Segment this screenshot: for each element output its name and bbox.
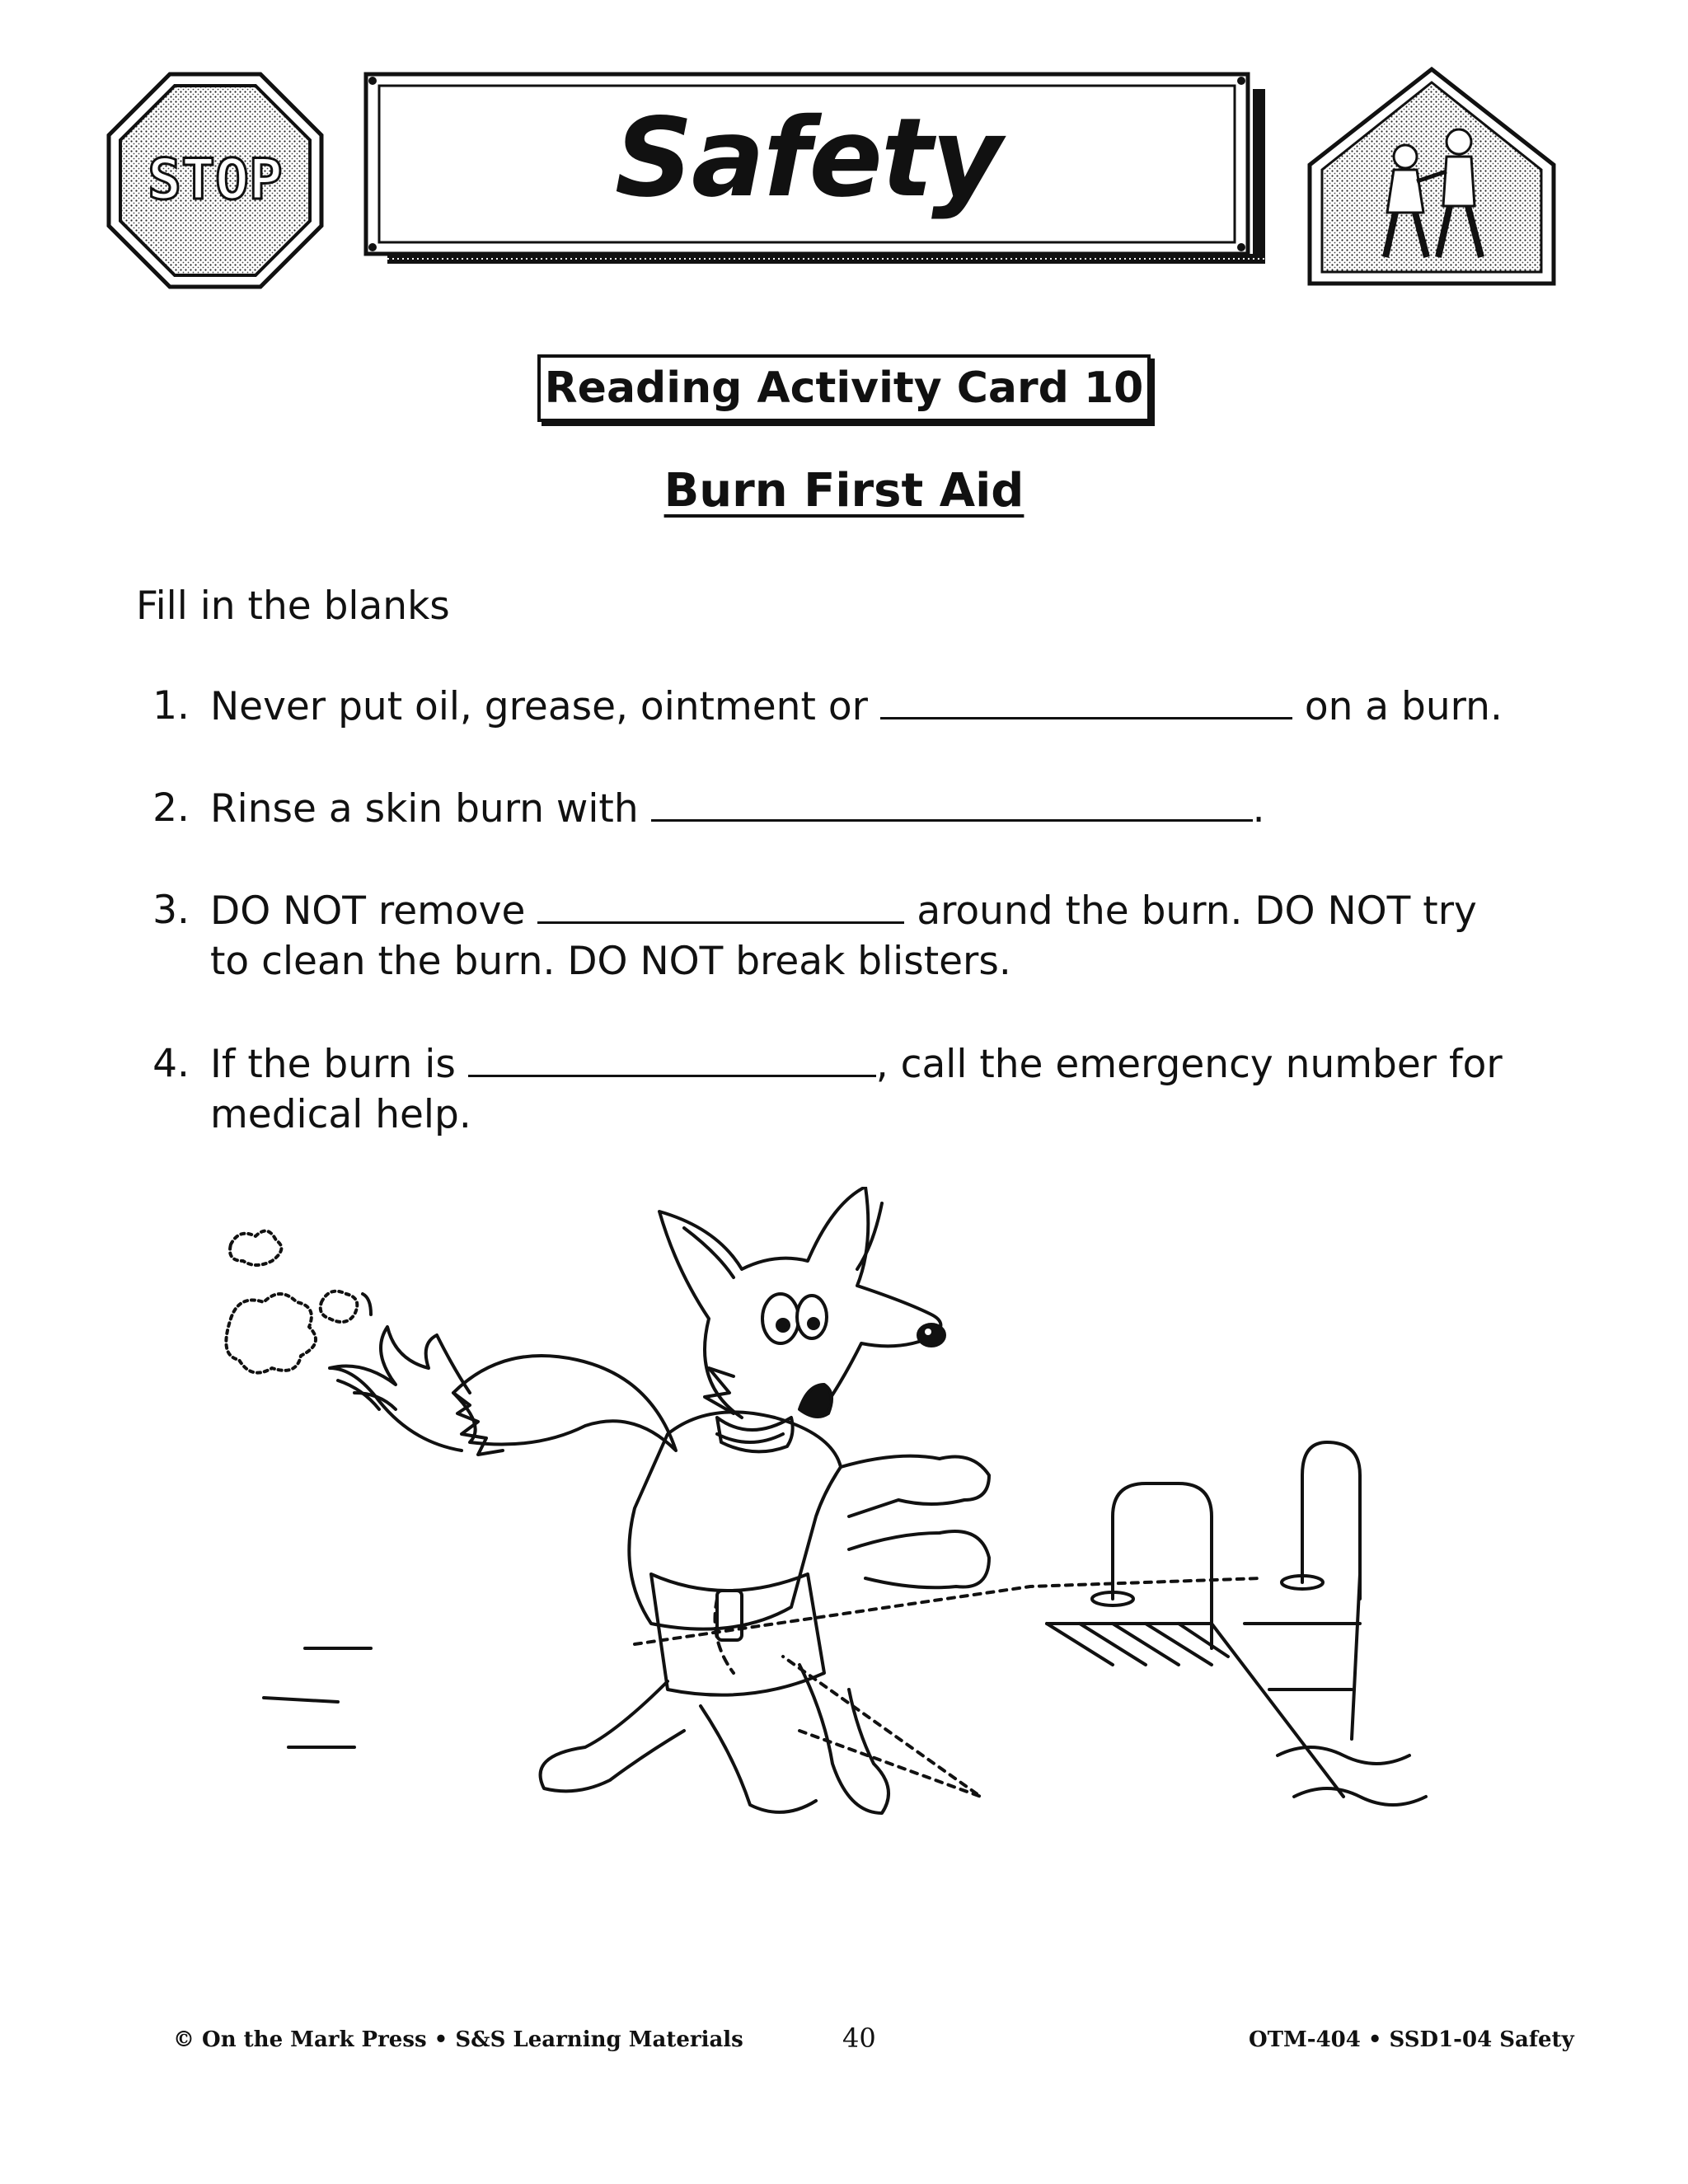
section-title-text: Burn First Aid <box>663 464 1025 518</box>
answer-blank-3[interactable] <box>537 885 904 924</box>
question-number: 3. <box>152 888 190 933</box>
page-number: 40 <box>842 2022 876 2054</box>
question-text: on a burn. <box>1304 684 1503 729</box>
question-text: Never put oil, grease, ointment or <box>210 684 868 729</box>
school-crossing-icon <box>1306 66 1558 288</box>
question-number: 4. <box>152 1041 190 1086</box>
question-text: medical help. <box>210 1092 471 1137</box>
question-text: Rinse a skin burn with <box>210 786 639 832</box>
question-text: to clean the burn. DO NOT break blisters. <box>210 939 1011 984</box>
question-text: DO NOT remove <box>210 888 526 934</box>
footer-code: OTM-404 • SSD1-04 Safety <box>1249 2027 1574 2052</box>
footer-copyright: © On the Mark Press • S&S Learning Materials <box>173 2027 743 2052</box>
answer-blank-4[interactable] <box>468 1038 876 1077</box>
question-number: 2. <box>152 785 190 831</box>
instructions: Fill in the blanks <box>136 583 450 629</box>
section-title <box>0 464 1688 518</box>
question-text: If the burn is <box>210 1042 456 1087</box>
fox-running-to-pool-illustration <box>206 1187 1525 1912</box>
answer-blank-2[interactable] <box>651 783 1253 822</box>
stop-sign-icon <box>106 71 325 290</box>
card-label: Reading Activity Card 10 <box>537 354 1151 422</box>
page-title: Safety <box>614 95 1001 222</box>
question-number: 1. <box>152 683 190 729</box>
answer-blank-1[interactable] <box>880 681 1292 719</box>
question-text: . <box>1252 786 1265 832</box>
question-text: around the burn. DO NOT try <box>917 888 1477 934</box>
stop-sign-text: STOP <box>148 148 283 213</box>
smoke-icon <box>226 1231 357 1373</box>
question-text: , call the emergency number for <box>875 1042 1503 1087</box>
